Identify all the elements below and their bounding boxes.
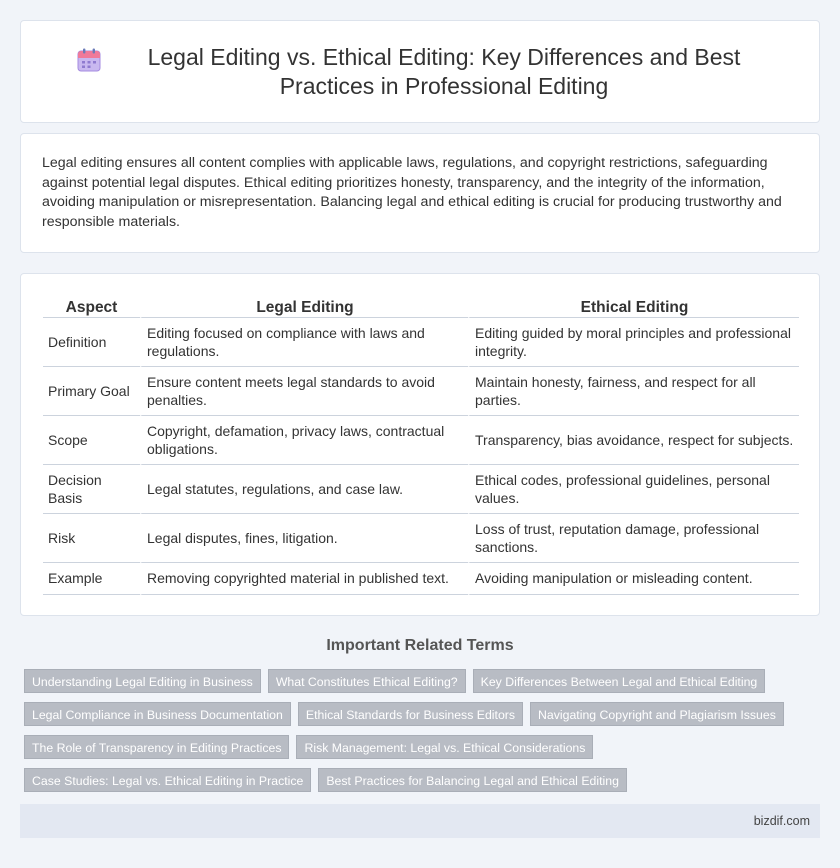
tag-row: [24, 702, 804, 726]
comparison-table-card: [20, 273, 820, 616]
calendar-icon: [76, 47, 102, 73]
related-terms-list: [24, 669, 804, 801]
row-aspect: Scope: [43, 416, 140, 465]
tag-row: [24, 735, 804, 759]
table-header-row: [43, 294, 799, 318]
related-term-tag[interactable]: Understanding Legal Editing in Business: [24, 669, 261, 693]
row-ethical: Transparency, bias avoidance, respect for subjects.: [468, 416, 799, 465]
row-legal: Legal disputes, fines, litigation.: [140, 514, 468, 563]
row-ethical: Maintain honesty, fairness, and respect for all parties.: [468, 367, 799, 416]
row-legal: Removing copyrighted material in published text.: [140, 563, 468, 595]
row-ethical: Editing guided by moral principles and professional integrity.: [468, 318, 799, 367]
tag-row: [24, 768, 804, 792]
table-row: [43, 514, 799, 563]
header-legal-editing: Legal Editing: [140, 294, 468, 318]
table-row: [43, 563, 799, 595]
table-row: [43, 416, 799, 465]
tag-row: [24, 669, 804, 693]
related-term-tag[interactable]: Navigating Copyright and Plagiarism Issues: [530, 702, 784, 726]
header-ethical-editing: Ethical Editing: [468, 294, 799, 318]
intro-card: [20, 133, 820, 253]
footer-site-link[interactable]: bizdif.com: [753, 814, 810, 828]
row-ethical: Avoiding manipulation or misleading content.: [468, 563, 799, 595]
related-term-tag[interactable]: Ethical Standards for Business Editors: [298, 702, 523, 726]
related-term-tag[interactable]: Risk Management: Legal vs. Ethical Considerations: [296, 735, 593, 759]
row-aspect: Decision Basis: [43, 465, 140, 514]
intro-paragraph: Legal editing ensures all content complies with applicable laws, regulations, and copyright restrictions, safeguarding against potential legal disputes. Ethical editing prioritizes honesty, transparency, and the integrity of the information, avoiding manipulation or misrepresentation. Balancing legal and ethical editing is crucial for producing trustworthy and responsible materials.: [42, 155, 782, 230]
footer: [20, 804, 820, 838]
row-ethical: Ethical codes, professional guidelines, personal values.: [468, 465, 799, 514]
row-legal: Legal statutes, regulations, and case law.: [140, 465, 468, 514]
related-term-tag[interactable]: What Constitutes Ethical Editing?: [268, 669, 466, 693]
related-terms-heading: Important Related Terms: [326, 637, 514, 654]
row-ethical: Loss of trust, reputation damage, professional sanctions.: [468, 514, 799, 563]
row-aspect: Primary Goal: [43, 367, 140, 416]
page-title: Legal Editing vs. Ethical Editing: Key Differences and Best Practices in Professional Editing: [147, 43, 741, 99]
row-legal: Copyright, defamation, privacy laws, contractual obligations.: [140, 416, 468, 465]
table-row: [43, 318, 799, 367]
related-term-tag[interactable]: The Role of Transparency in Editing Practices: [24, 735, 289, 759]
table-row: [43, 367, 799, 416]
table-row: [43, 465, 799, 514]
row-legal: Ensure content meets legal standards to avoid penalties.: [140, 367, 468, 416]
related-term-tag[interactable]: Best Practices for Balancing Legal and Ethical Editing: [318, 768, 627, 792]
title-card: [20, 20, 820, 123]
related-term-tag[interactable]: Key Differences Between Legal and Ethical Editing: [473, 669, 766, 693]
header-aspect: Aspect: [43, 294, 140, 318]
row-aspect: Example: [43, 563, 140, 595]
title-wrap: [36, 43, 804, 101]
related-term-tag[interactable]: Legal Compliance in Business Documentation: [24, 702, 291, 726]
comparison-table: [43, 294, 799, 595]
row-legal: Editing focused on compliance with laws and regulations.: [140, 318, 468, 367]
related-term-tag[interactable]: Case Studies: Legal vs. Ethical Editing in Practice: [24, 768, 311, 792]
row-aspect: Definition: [43, 318, 140, 367]
row-aspect: Risk: [43, 514, 140, 563]
